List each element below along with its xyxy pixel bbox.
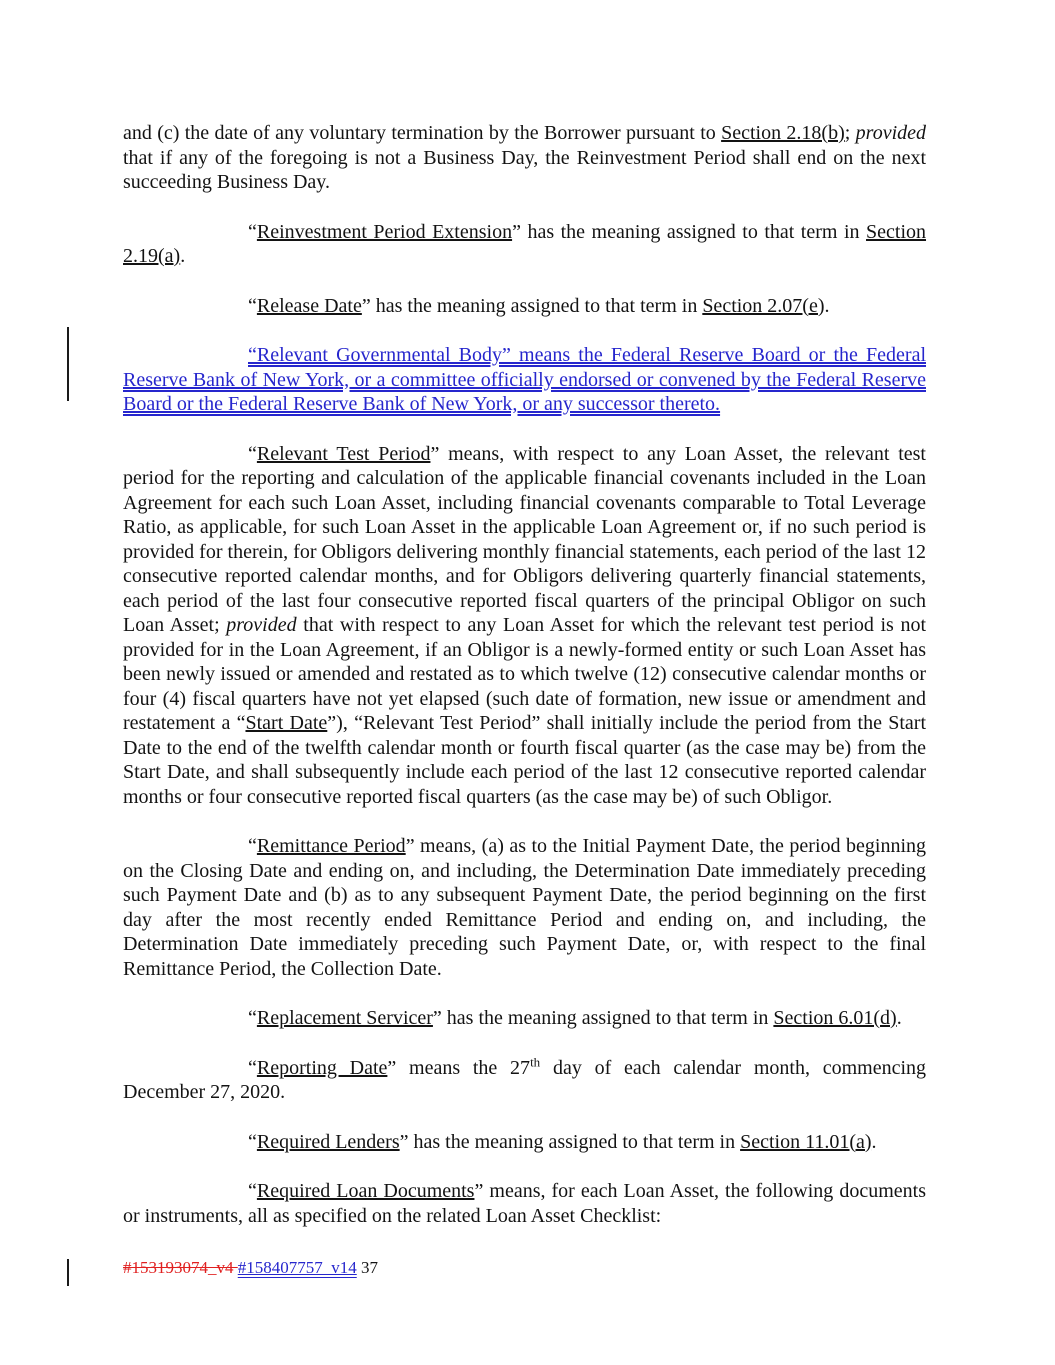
underlined-term: Reinvestment Period Extension [256, 220, 513, 243]
text-run: ”), “Relevant Test Period” shall initially include the period from the Start Date to the end of the twelfth calendar month or fourth fiscal quarter (as the case may be) from the Start Date, and shall subsequently include each period of the last 12 consecutive reported calendar months or four consecutive reported fiscal quarters (as the case may be) of such Obligor. [123, 712, 927, 808]
text-run: 37 [356, 1258, 378, 1277]
paragraph [123, 121, 926, 195]
underlined-term: Section 2.07(e) [702, 294, 825, 317]
paragraph [123, 1006, 926, 1031]
text-run: ” has the meaning assigned to that term in [361, 294, 703, 317]
paragraph [123, 1053, 927, 1105]
text-run: . [180, 245, 186, 267]
text-run: ” means, for each Loan Asset, the following documents or instruments, all as specified on the related Loan Asset Checklist: [123, 1180, 926, 1227]
text-run: that with respect to any Loan Asset for which the relevant test period is not provided for in the Loan Agreement, if an Obligor is a newly-formed entity or such Loan Asset has been newly issued or amended and restated as to which twelve (12) consecutive calendar months or four (4) fiscal quarters have not yet elapsed (such date of formation, new issue or amendment and restatement a “ [123, 614, 926, 734]
text-run: “ [248, 294, 257, 317]
underlined-term: Reporting Date [256, 1056, 388, 1079]
revision-change-bar [67, 1259, 69, 1286]
paragraph [123, 834, 926, 981]
paragraph [123, 220, 926, 269]
underlined-term: Required Loan Documents [256, 1180, 475, 1202]
paragraph [123, 442, 926, 810]
text-run: “ [248, 835, 257, 857]
superscript: th [530, 1053, 541, 1069]
text-run: ” has the meaning assigned to that term in [399, 1130, 741, 1153]
text-run: ” has the meaning assigned to that term in [512, 220, 867, 243]
inserted-text: #158407757_v14 [237, 1258, 357, 1277]
underlined-term: Section 11.01(a) [740, 1130, 872, 1153]
inserted-text: “Relevant Governmental Body” means the Federal Reserve Board or the Federal Reserve Bank of New York, or a committee officially endorsed or convened by the Federal Reserve Board or the Federal Reserve Bank of New York, or any successor thereto. [123, 344, 926, 415]
revision-change-bar [67, 327, 69, 401]
underlined-term: Section 2.19(a) [123, 220, 927, 267]
underlined-term: Replacement Servicer [256, 1007, 433, 1029]
text-run: “ [248, 1007, 257, 1029]
underlined-term: Remittance Period [256, 835, 406, 857]
text-run: “ [248, 1130, 257, 1153]
underlined-term: Start Date [245, 712, 328, 734]
underlined-term: Section 2.18(b) [721, 122, 845, 144]
text-run: and (c) the date of any voluntary termination by the Borrower pursuant to [123, 122, 722, 144]
underlined-term: Relevant Test Period [256, 442, 431, 465]
italic-text: provided [226, 614, 297, 636]
paragraph [123, 294, 926, 319]
text-run: that if any of the foregoing is not a Business Day, the Reinvestment Period shall end on the next succeeding Business Day. [123, 146, 926, 193]
text-run: . [896, 1007, 902, 1029]
text-run: . [824, 294, 830, 317]
text-run: ” has the meaning assigned to that term in [432, 1007, 774, 1029]
text-run: ” means the 27 [387, 1056, 531, 1079]
underlined-term: Required Lenders [256, 1130, 400, 1153]
text-run: “ [248, 220, 257, 243]
text-run: ” means, with respect to any Loan Asset, the relevant test period for the reporting and calculation of the applicable financial covenants included in the Loan Agreement for each such Loan Asset, including financial covenants comparable to Total Leverage Ratio, as applicable, for such Loan Asset in the applicable Loan Agreement or, if no such period is provided for therein, for Obligors delivering monthly financial statements, each period of the last 12 consecutive reported calendar months, and for Obligors delivering quarterly financial statements, each period of the last four consecutive reported fiscal quarters of the principal Obligor on such Loan Asset; [123, 442, 926, 636]
underlined-term: Release Date [256, 294, 362, 317]
page-footer [123, 1257, 378, 1278]
text-run: . [871, 1130, 877, 1153]
text-run: ; [844, 122, 856, 144]
text-run: “ [248, 1180, 257, 1202]
paragraph [123, 1130, 926, 1155]
text-run: ” means, (a) as to the Initial Payment Date, the period beginning on the Closing Date and ending on, and including, the Determination Date immediately preceding such Payment Date and (b) as to any subsequent Payment Date, the period beginning on the first day after the most recently ended Remittance Period and ending on, and including, the Determination Date immediately preceding such Payment Date, or, with respect to the final Remittance Period, the Collection Date. [123, 835, 927, 980]
text-run: “ [248, 1056, 257, 1079]
paragraph [123, 1179, 926, 1228]
text-run: “ [248, 442, 257, 465]
underlined-term: Section 6.01(d) [773, 1007, 897, 1029]
deleted-text: #153193074_v4 [123, 1258, 238, 1277]
italic-text: provided [855, 122, 927, 144]
document-body [123, 121, 926, 1253]
paragraph-inserted [123, 343, 926, 417]
text-run: day of each calendar month, commencing December 27, 2020. [123, 1056, 927, 1103]
